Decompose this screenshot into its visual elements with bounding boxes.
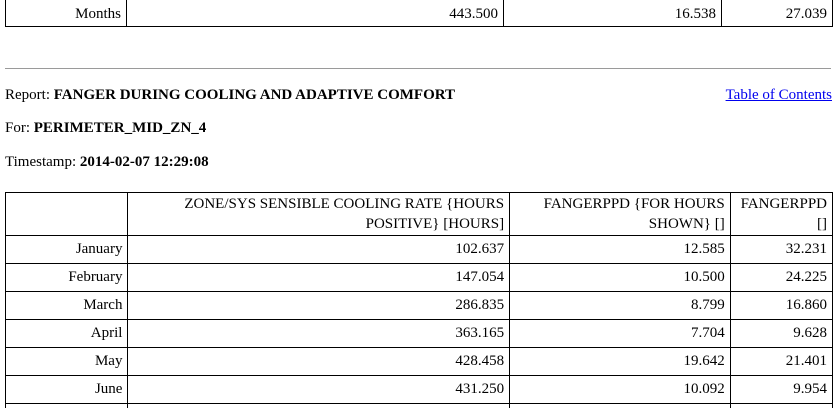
- table-cell: 102.637: [128, 236, 510, 264]
- row-label: January: [6, 236, 128, 264]
- table-cell: 21.401: [730, 348, 832, 376]
- table-cell: 9.954: [730, 376, 832, 404]
- table-cell: 286.835: [128, 292, 510, 320]
- table-cell: 10.500: [510, 264, 731, 292]
- row-label: April: [6, 320, 128, 348]
- column-header-cooling-rate: ZONE/SYS SENSIBLE COOLING RATE {HOURS POSITIVE} [HOURS]: [128, 193, 510, 236]
- table-cell: 27.039: [722, 0, 833, 27]
- table-cell: 428.458: [128, 348, 510, 376]
- row-label: June: [6, 376, 128, 404]
- timestamp-value: 2014-02-07 12:29:08: [79, 154, 209, 170]
- fanger-report-table: [5, 192, 833, 408]
- table-row: [6, 376, 833, 404]
- table-of-contents-link[interactable]: Table of Contents: [725, 87, 832, 103]
- table-row: [6, 320, 833, 348]
- table-cell: 16.538: [504, 0, 722, 27]
- for-line: [5, 120, 206, 137]
- table-cell: 24.225: [730, 264, 832, 292]
- report-prefix: Report:: [5, 87, 50, 103]
- zone-name: PERIMETER_MID_ZN_4: [33, 120, 207, 136]
- column-header-fangerppd: FANGERPPD []: [730, 193, 832, 236]
- section-divider: [5, 68, 831, 69]
- table-cell: 7.704: [510, 320, 731, 348]
- table-row: [6, 264, 833, 292]
- table-row-partial: [6, 404, 833, 408]
- table-cell: 363.165: [128, 320, 510, 348]
- table-row: [6, 348, 833, 376]
- table-cell: 9.628: [730, 320, 832, 348]
- table-cell: 19.642: [510, 348, 731, 376]
- table-row: [6, 236, 833, 264]
- row-label: February: [6, 264, 128, 292]
- table-row: [6, 0, 833, 27]
- row-label: May: [6, 348, 128, 376]
- column-header-fangerppd-shown: FANGERPPD {FOR HOURS SHOWN} []: [510, 193, 731, 236]
- table-cell: 16.860: [730, 292, 832, 320]
- timestamp-line: [5, 154, 209, 171]
- report-title-line: [5, 87, 455, 104]
- table-cell: 10.092: [510, 376, 731, 404]
- table-cell: 443.500: [127, 0, 504, 27]
- timestamp-prefix: Timestamp:: [5, 154, 77, 170]
- row-label: March: [6, 292, 128, 320]
- table-cell: 12.585: [510, 236, 731, 264]
- table-cell: 8.799: [510, 292, 731, 320]
- table-cell: 32.231: [730, 236, 832, 264]
- column-header-blank: [6, 193, 128, 236]
- table-cell: 147.054: [128, 264, 510, 292]
- table-row: [6, 292, 833, 320]
- table-cell: 431.250: [128, 376, 510, 404]
- report-name: FANGER DURING COOLING AND ADAPTIVE COMFORT: [53, 87, 456, 103]
- table-header-row: [6, 193, 833, 236]
- previous-report-table: [5, 0, 833, 27]
- for-prefix: For:: [5, 120, 31, 136]
- row-label: Months: [6, 0, 127, 27]
